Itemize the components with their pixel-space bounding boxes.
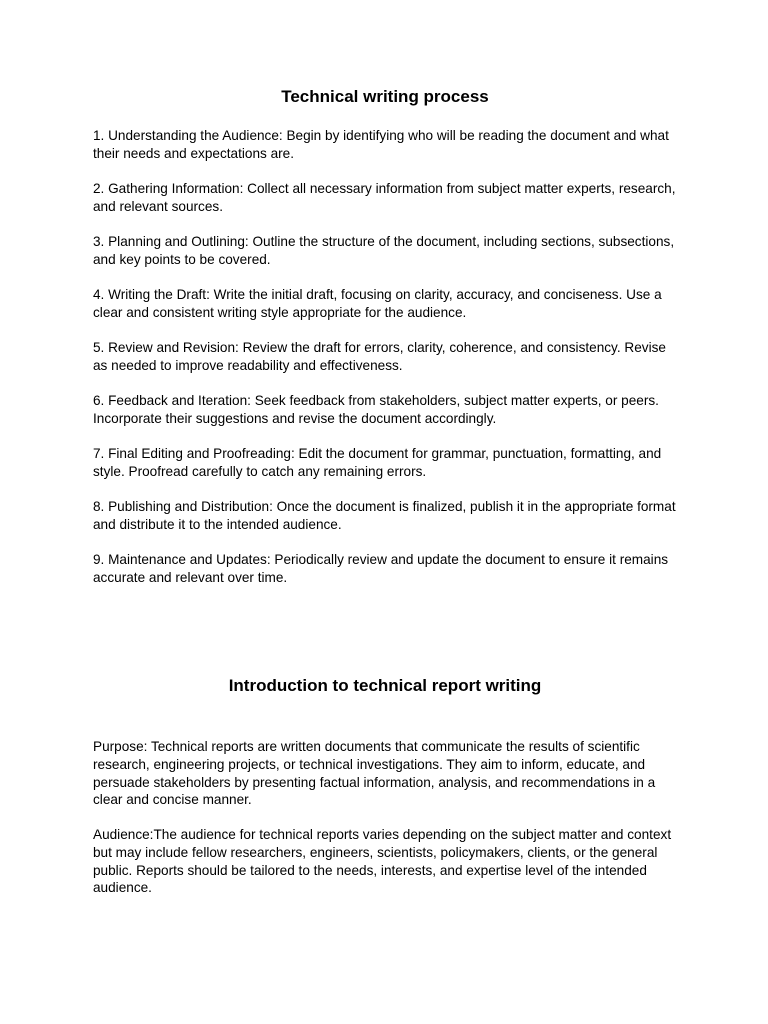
paragraph-audience: Audience:The audience for technical reports varies depending on the subject matter and context but may include fellow researchers, engineers, scientists, policymakers, clients, or the general public. Reports should be tailored to the needs, interests, and expertise level of the intended audience.: [93, 827, 672, 896]
process-step-1: 1. Understanding the Audience: Begin by identifying who will be reading the document and what their needs and expectations are.: [93, 128, 669, 161]
process-step-6: 6. Feedback and Iteration: Seek feedback from stakeholders, subject matter experts, or peers. Incorporate their suggestions and revise the document accordingly.: [93, 393, 659, 426]
process-step-4: 4. Writing the Draft: Write the initial draft, focusing on clarity, accuracy, and conciseness. Use a clear and consistent writing style appropriate for the audience.: [93, 287, 662, 320]
process-step-2: 2. Gathering Information: Collect all necessary information from subject matter experts, research, and relevant sources.: [93, 181, 676, 214]
process-step-7: 7. Final Editing and Proofreading: Edit the document for grammar, punctuation, formatting, and style. Proofread carefully to catch any remaining errors.: [93, 446, 662, 479]
process-step-5: 5. Review and Revision: Review the draft for errors, clarity, coherence, and consistency. Revise as needed to improve readability and effectiveness.: [93, 340, 666, 373]
section-title-intro-report-writing: Introduction to technical report writing: [228, 676, 542, 695]
paragraph-purpose: Purpose: Technical reports are written documents that communicate the results of scientific research, engineering projects, or technical investigations. They aim to inform, educate, and persuade stakeholders by presenting factual information, analysis, and recommendations in a clear and concise manner.: [93, 739, 656, 808]
process-step-8: 8. Publishing and Distribution: Once the document is finalized, publish it in the appropriate format and distribute it to the intended audience.: [93, 499, 676, 532]
process-step-9: 9. Maintenance and Updates: Periodically review and update the document to ensure it remains accurate and relevant over time.: [93, 552, 669, 585]
section-title-technical-writing-process: Technical writing process: [281, 87, 489, 106]
process-step-3: 3. Planning and Outlining: Outline the structure of the document, including sections, subsections, and key points to be covered.: [93, 234, 675, 267]
